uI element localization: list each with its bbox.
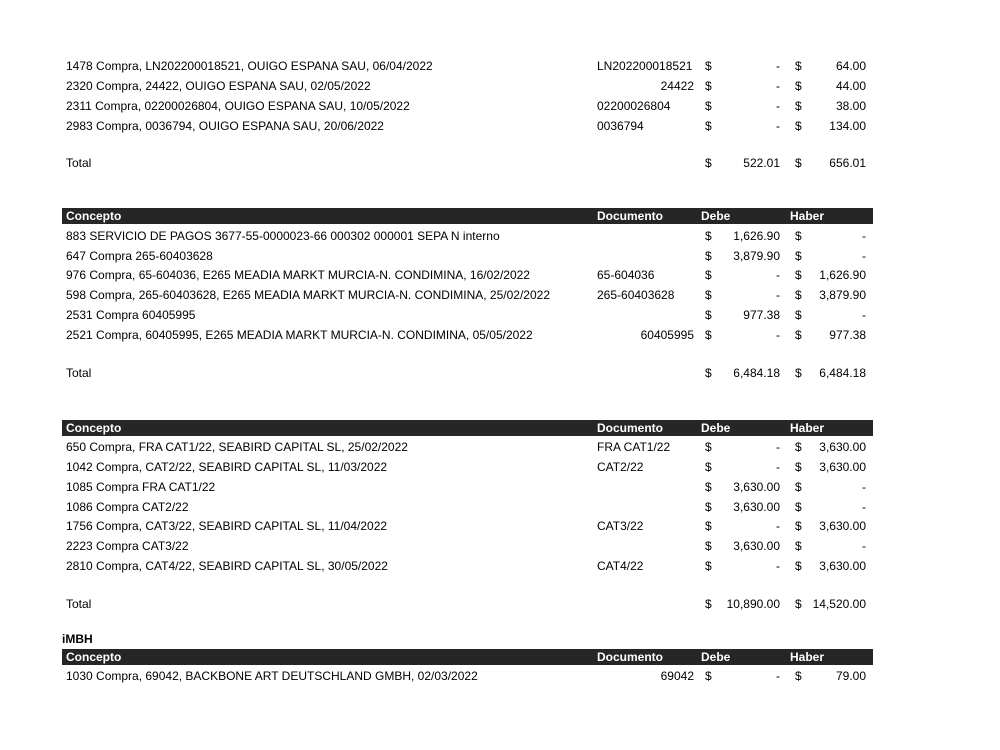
credit-cell: 79.00 [835,669,866,683]
credit-currency: $ [795,539,802,553]
total-label: Total [66,597,92,611]
debit-currency: $ [705,328,712,342]
table-header [62,649,873,665]
concept-cell: 1478 Compra, LN202200018521, OUIGO ESPANA SAU, 06/04/2022 [66,59,433,73]
debit-currency: $ [705,559,712,573]
debit-currency: $ [705,597,712,611]
table-row [62,116,873,136]
debit-cell: 3,630.00 [733,480,780,494]
credit-currency: $ [795,519,802,533]
debit-currency: $ [705,79,712,93]
credit-currency: $ [795,79,802,93]
credit-cell: 3,630.00 [819,519,866,533]
document-cell: CAT3/22 [597,519,644,533]
concept-cell: 2531 Compra 60405995 [66,308,196,322]
table-header [62,420,873,436]
credit-currency: $ [795,59,802,73]
debit-cell: - [776,119,780,133]
document-cell: 0036794 [597,119,644,133]
credit-cell: - [862,229,866,243]
concept-cell: 2223 Compra CAT3/22 [66,539,189,553]
credit-currency: $ [795,99,802,113]
credit-currency: $ [795,308,802,322]
credit-currency: $ [795,229,802,243]
total-row [62,153,873,173]
debit-currency: $ [705,156,712,170]
debit-cell: - [776,440,780,454]
debit-cell: - [776,460,780,474]
credit-currency: $ [795,669,802,683]
debit-cell: 1,626.90 [733,229,780,243]
debit-cell: - [776,99,780,113]
table-row [62,497,873,517]
table-row [62,96,873,116]
credit-cell: 3,630.00 [819,559,866,573]
table-row [62,285,873,305]
document-cell: CAT2/22 [597,460,644,474]
debit-cell: - [776,268,780,282]
debit-cell: 3,630.00 [733,500,780,514]
table-header [62,208,873,224]
debit-cell: - [776,288,780,302]
debit-currency: $ [705,519,712,533]
document-cell: 02200026804 [597,99,671,113]
document-cell: FRA CAT1/22 [597,440,671,454]
debit-currency: $ [705,229,712,243]
credit-currency: $ [795,328,802,342]
concept-cell: 650 Compra, FRA CAT1/22, SEABIRD CAPITAL SL, 25/02/2022 [66,440,408,454]
credit-currency: $ [795,249,802,263]
header-document: Documento [597,209,663,223]
table-row [62,305,873,325]
table-row [62,437,873,457]
header-debit: Debe [701,650,731,664]
debit-currency: $ [705,440,712,454]
header-concept: Concepto [66,209,122,223]
credit-currency: $ [795,480,802,494]
debit-currency: $ [705,366,712,380]
concept-cell: 1030 Compra, 69042, BACKBONE ART DEUTSCHLAND GMBH, 02/03/2022 [66,669,478,683]
debit-cell: - [776,559,780,573]
header-document: Documento [597,650,663,664]
header-concept: Concepto [66,421,122,435]
debit-currency: $ [705,249,712,263]
credit-cell: 977.38 [829,328,866,342]
credit-currency: $ [795,156,802,170]
table-row [62,477,873,497]
credit-cell: 3,630.00 [819,440,866,454]
header-debit: Debe [701,421,731,435]
debit-currency: $ [705,480,712,494]
table-row [62,666,873,686]
header-credit: Haber [790,421,825,435]
total-row [62,594,873,614]
debit-cell: - [776,79,780,93]
concept-cell: 1085 Compra FRA CAT1/22 [66,480,216,494]
document-cell: 24422 [660,79,694,93]
concept-cell: 883 SERVICIO DE PAGOS 3677-55-0000023-66 000302 000001 SEPA N interno [66,229,500,243]
header-concept: Concepto [66,650,122,664]
credit-cell: 64.00 [835,59,866,73]
header-credit: Haber [790,209,825,223]
debit-currency: $ [705,99,712,113]
document-cell: CAT4/22 [597,559,644,573]
document-cell: 265-60403628 [597,288,675,302]
debit-cell: 3,630.00 [733,539,780,553]
table-row [62,265,873,285]
credit-currency: $ [795,366,802,380]
header-document: Documento [597,421,663,435]
credit-currency: $ [795,500,802,514]
table-row [62,556,873,576]
credit-currency: $ [795,440,802,454]
table-row [62,246,873,266]
debit-cell: 3,879.90 [733,249,780,263]
debit-cell: - [776,59,780,73]
table-row [62,325,873,345]
table-row [62,536,873,556]
debit-currency: $ [705,308,712,322]
credit-cell: 44.00 [835,79,866,93]
credit-currency: $ [795,288,802,302]
credit-cell: 134.00 [829,119,866,133]
total-debit: 6,484.18 [733,366,780,380]
concept-cell: 2810 Compra, CAT4/22, SEABIRD CAPITAL SL, 30/05/2022 [66,559,388,573]
document-cell: LN202200018521 [597,59,693,73]
concept-cell: 1042 Compra, CAT2/22, SEABIRD CAPITAL SL, 11/03/2022 [66,460,388,474]
total-label: Total [66,366,92,380]
table-row [62,516,873,536]
debit-currency: $ [705,119,712,133]
debit-currency: $ [705,669,712,683]
table-row [62,56,873,76]
total-credit: 656.01 [829,156,866,170]
table-row [62,457,873,477]
total-credit: 6,484.18 [819,366,866,380]
debit-cell: - [776,519,780,533]
debit-currency: $ [705,460,712,474]
credit-currency: $ [795,268,802,282]
section-label: iMBH [62,632,93,646]
total-row [62,363,873,383]
document-cell: 65-604036 [597,268,655,282]
debit-currency: $ [705,268,712,282]
debit-cell: 977.38 [743,308,780,322]
credit-cell: - [862,539,866,553]
credit-currency: $ [795,460,802,474]
concept-cell: 598 Compra, 265-60403628, E265 MEADIA MARKT MURCIA-N. CONDIMINA, 25/02/2022 [66,288,550,302]
header-debit: Debe [701,209,731,223]
table-row [62,76,873,96]
document-cell: 69042 [660,669,694,683]
total-debit: 10,890.00 [726,597,780,611]
total-label: Total [66,156,92,170]
debit-currency: $ [705,59,712,73]
concept-cell: 976 Compra, 65-604036, E265 MEADIA MARKT MURCIA-N. CONDIMINA, 16/02/2022 [66,268,530,282]
credit-cell: - [862,308,866,322]
debit-currency: $ [705,500,712,514]
concept-cell: 1756 Compra, CAT3/22, SEABIRD CAPITAL SL, 11/04/2022 [66,519,388,533]
table-row [62,226,873,246]
credit-currency: $ [795,559,802,573]
debit-cell: - [776,328,780,342]
total-credit: 14,520.00 [812,597,866,611]
document-cell: 60405995 [640,328,694,342]
credit-cell: 1,626.90 [819,268,866,282]
credit-currency: $ [795,119,802,133]
credit-cell: 38.00 [835,99,866,113]
debit-currency: $ [705,288,712,302]
debit-currency: $ [705,539,712,553]
concept-cell: 2983 Compra, 0036794, OUIGO ESPANA SAU, 20/06/2022 [66,119,384,133]
concept-cell: 2521 Compra, 60405995, E265 MEADIA MARKT MURCIA-N. CONDIMINA, 05/05/2022 [66,328,533,342]
debit-cell: - [776,669,780,683]
credit-cell: - [862,480,866,494]
credit-cell: - [862,249,866,263]
concept-cell: 2311 Compra, 02200026804, OUIGO ESPANA SAU, 10/05/2022 [66,99,410,113]
credit-cell: 3,630.00 [819,460,866,474]
concept-cell: 2320 Compra, 24422, OUIGO ESPANA SAU, 02/05/2022 [66,79,371,93]
header-credit: Haber [790,650,825,664]
concept-cell: 647 Compra 265-60403628 [66,249,213,263]
total-debit: 522.01 [743,156,780,170]
concept-cell: 1086 Compra CAT2/22 [66,500,189,514]
credit-cell: 3,879.90 [819,288,866,302]
credit-cell: - [862,500,866,514]
credit-currency: $ [795,597,802,611]
